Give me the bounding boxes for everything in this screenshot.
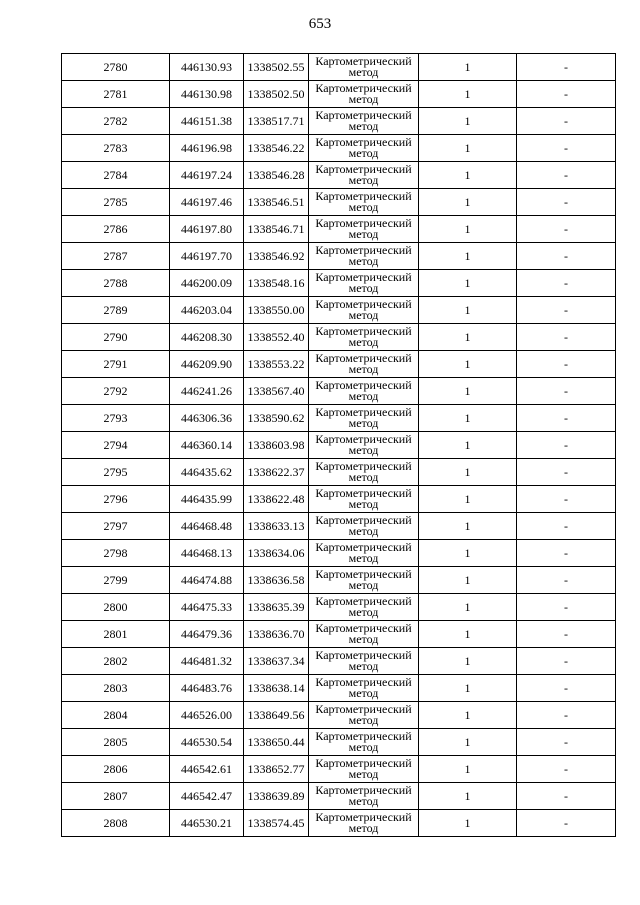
y-coordinate-cell: 1338553.22 bbox=[244, 351, 309, 378]
y-coordinate-cell: 1338502.50 bbox=[244, 81, 309, 108]
y-coordinate-cell: 1338622.48 bbox=[244, 486, 309, 513]
method-label-line2: метод bbox=[348, 740, 379, 754]
point-number-cell: 2791 bbox=[62, 351, 170, 378]
method-label-line2: метод bbox=[348, 416, 379, 430]
accuracy-cell: 1 bbox=[419, 324, 517, 351]
y-coordinate-cell: 1338637.34 bbox=[244, 648, 309, 675]
method-label-line1: Картометрический bbox=[315, 540, 412, 554]
y-coordinate-cell: 1338548.16 bbox=[244, 270, 309, 297]
accuracy-cell: 1 bbox=[419, 783, 517, 810]
x-coordinate-cell: 446435.99 bbox=[170, 486, 244, 513]
point-number-cell: 2806 bbox=[62, 756, 170, 783]
y-coordinate-cell: 1338546.92 bbox=[244, 243, 309, 270]
accuracy-cell: 1 bbox=[419, 135, 517, 162]
accuracy-cell: 1 bbox=[419, 729, 517, 756]
method-cell bbox=[309, 621, 419, 648]
table-row bbox=[62, 756, 616, 783]
y-coordinate-cell: 1338650.44 bbox=[244, 729, 309, 756]
method-cell bbox=[309, 108, 419, 135]
extra-cell: - bbox=[517, 702, 616, 729]
extra-cell: - bbox=[517, 243, 616, 270]
point-number-cell: 2785 bbox=[62, 189, 170, 216]
x-coordinate-cell: 446468.13 bbox=[170, 540, 244, 567]
point-number-cell: 2792 bbox=[62, 378, 170, 405]
accuracy-cell: 1 bbox=[419, 486, 517, 513]
table-row bbox=[62, 567, 616, 594]
accuracy-cell: 1 bbox=[419, 81, 517, 108]
accuracy-cell: 1 bbox=[419, 540, 517, 567]
x-coordinate-cell: 446481.32 bbox=[170, 648, 244, 675]
method-label-line2: метод bbox=[348, 65, 379, 79]
extra-cell: - bbox=[517, 405, 616, 432]
table-row bbox=[62, 243, 616, 270]
x-coordinate-cell: 446209.90 bbox=[170, 351, 244, 378]
extra-cell: - bbox=[517, 216, 616, 243]
x-coordinate-cell: 446203.04 bbox=[170, 297, 244, 324]
method-label-line1: Картометрический bbox=[315, 810, 412, 824]
extra-cell: - bbox=[517, 513, 616, 540]
point-number-cell: 2805 bbox=[62, 729, 170, 756]
method-label-line2: метод bbox=[348, 605, 379, 619]
accuracy-cell: 1 bbox=[419, 54, 517, 81]
method-label-line2: метод bbox=[348, 767, 379, 781]
point-number-cell: 2786 bbox=[62, 216, 170, 243]
accuracy-cell: 1 bbox=[419, 810, 517, 837]
y-coordinate-cell: 1338567.40 bbox=[244, 378, 309, 405]
point-number-cell: 2794 bbox=[62, 432, 170, 459]
method-label-line1: Картометрический bbox=[315, 648, 412, 662]
x-coordinate-cell: 446483.76 bbox=[170, 675, 244, 702]
table-row bbox=[62, 702, 616, 729]
x-coordinate-cell: 446475.33 bbox=[170, 594, 244, 621]
accuracy-cell: 1 bbox=[419, 621, 517, 648]
accuracy-cell: 1 bbox=[419, 108, 517, 135]
method-cell bbox=[309, 54, 419, 81]
method-cell bbox=[309, 189, 419, 216]
y-coordinate-cell: 1338552.40 bbox=[244, 324, 309, 351]
point-number-cell: 2790 bbox=[62, 324, 170, 351]
method-cell bbox=[309, 378, 419, 405]
y-coordinate-cell: 1338649.56 bbox=[244, 702, 309, 729]
method-cell bbox=[309, 729, 419, 756]
y-coordinate-cell: 1338546.22 bbox=[244, 135, 309, 162]
point-number-cell: 2804 bbox=[62, 702, 170, 729]
point-number-cell: 2783 bbox=[62, 135, 170, 162]
accuracy-cell: 1 bbox=[419, 567, 517, 594]
point-number-cell: 2784 bbox=[62, 162, 170, 189]
x-coordinate-cell: 446306.36 bbox=[170, 405, 244, 432]
method-cell bbox=[309, 459, 419, 486]
method-label-line2: метод bbox=[348, 227, 379, 241]
method-label-line2: метод bbox=[348, 632, 379, 646]
method-label-line2: метод bbox=[348, 821, 379, 835]
table-row bbox=[62, 378, 616, 405]
extra-cell: - bbox=[517, 648, 616, 675]
table-row bbox=[62, 810, 616, 837]
coordinates-table bbox=[61, 53, 616, 837]
point-number-cell: 2807 bbox=[62, 783, 170, 810]
method-label-line2: метод bbox=[348, 794, 379, 808]
x-coordinate-cell: 446200.09 bbox=[170, 270, 244, 297]
extra-cell: - bbox=[517, 54, 616, 81]
accuracy-cell: 1 bbox=[419, 432, 517, 459]
extra-cell: - bbox=[517, 108, 616, 135]
accuracy-cell: 1 bbox=[419, 378, 517, 405]
accuracy-cell: 1 bbox=[419, 243, 517, 270]
table-row bbox=[62, 189, 616, 216]
point-number-cell: 2787 bbox=[62, 243, 170, 270]
method-label-line1: Картометрический bbox=[315, 459, 412, 473]
extra-cell: - bbox=[517, 783, 616, 810]
point-number-cell: 2799 bbox=[62, 567, 170, 594]
extra-cell: - bbox=[517, 540, 616, 567]
method-label-line2: метод bbox=[348, 443, 379, 457]
table-row bbox=[62, 513, 616, 540]
extra-cell: - bbox=[517, 729, 616, 756]
method-cell bbox=[309, 324, 419, 351]
method-label-line2: метод bbox=[348, 119, 379, 133]
x-coordinate-cell: 446208.30 bbox=[170, 324, 244, 351]
y-coordinate-cell: 1338634.06 bbox=[244, 540, 309, 567]
x-coordinate-cell: 446530.21 bbox=[170, 810, 244, 837]
y-coordinate-cell: 1338574.45 bbox=[244, 810, 309, 837]
accuracy-cell: 1 bbox=[419, 297, 517, 324]
method-cell bbox=[309, 216, 419, 243]
x-coordinate-cell: 446360.14 bbox=[170, 432, 244, 459]
method-label-line2: метод bbox=[348, 92, 379, 106]
method-label-line1: Картометрический bbox=[315, 162, 412, 176]
extra-cell: - bbox=[517, 135, 616, 162]
method-label-line1: Картометрический bbox=[315, 621, 412, 635]
point-number-cell: 2788 bbox=[62, 270, 170, 297]
x-coordinate-cell: 446479.36 bbox=[170, 621, 244, 648]
x-coordinate-cell: 446151.38 bbox=[170, 108, 244, 135]
accuracy-cell: 1 bbox=[419, 594, 517, 621]
extra-cell: - bbox=[517, 486, 616, 513]
x-coordinate-cell: 446130.93 bbox=[170, 54, 244, 81]
point-number-cell: 2803 bbox=[62, 675, 170, 702]
extra-cell: - bbox=[517, 189, 616, 216]
method-label-line1: Картометрический bbox=[315, 216, 412, 230]
point-number-cell: 2782 bbox=[62, 108, 170, 135]
accuracy-cell: 1 bbox=[419, 405, 517, 432]
extra-cell: - bbox=[517, 324, 616, 351]
y-coordinate-cell: 1338652.77 bbox=[244, 756, 309, 783]
table-row bbox=[62, 108, 616, 135]
extra-cell: - bbox=[517, 270, 616, 297]
method-cell bbox=[309, 432, 419, 459]
table-row bbox=[62, 648, 616, 675]
method-cell bbox=[309, 783, 419, 810]
accuracy-cell: 1 bbox=[419, 270, 517, 297]
x-coordinate-cell: 446542.47 bbox=[170, 783, 244, 810]
point-number-cell: 2780 bbox=[62, 54, 170, 81]
extra-cell: - bbox=[517, 297, 616, 324]
method-label-line2: метод bbox=[348, 308, 379, 322]
table-row bbox=[62, 162, 616, 189]
method-cell bbox=[309, 594, 419, 621]
point-number-cell: 2795 bbox=[62, 459, 170, 486]
method-label-line1: Картометрический bbox=[315, 405, 412, 419]
point-number-cell: 2797 bbox=[62, 513, 170, 540]
method-label-line1: Картометрический bbox=[315, 729, 412, 743]
y-coordinate-cell: 1338550.00 bbox=[244, 297, 309, 324]
method-cell bbox=[309, 675, 419, 702]
extra-cell: - bbox=[517, 351, 616, 378]
extra-cell: - bbox=[517, 432, 616, 459]
method-label-line1: Картометрический bbox=[315, 675, 412, 689]
method-label-line1: Картометрический bbox=[315, 270, 412, 284]
method-label-line1: Картометрический bbox=[315, 324, 412, 338]
accuracy-cell: 1 bbox=[419, 648, 517, 675]
method-label-line1: Картометрический bbox=[315, 486, 412, 500]
method-label-line1: Картометрический bbox=[315, 351, 412, 365]
method-label-line2: метод bbox=[348, 281, 379, 295]
point-number-cell: 2802 bbox=[62, 648, 170, 675]
method-label-line1: Картометрический bbox=[315, 378, 412, 392]
point-number-cell: 2798 bbox=[62, 540, 170, 567]
point-number-cell: 2796 bbox=[62, 486, 170, 513]
table-row bbox=[62, 621, 616, 648]
method-label-line1: Картометрический bbox=[315, 513, 412, 527]
method-label-line2: метод bbox=[348, 578, 379, 592]
method-cell bbox=[309, 351, 419, 378]
method-label-line1: Картометрический bbox=[315, 783, 412, 797]
method-cell bbox=[309, 756, 419, 783]
table-row bbox=[62, 54, 616, 81]
table-row bbox=[62, 432, 616, 459]
method-label-line2: метод bbox=[348, 524, 379, 538]
table-row bbox=[62, 783, 616, 810]
table-row bbox=[62, 729, 616, 756]
method-cell bbox=[309, 513, 419, 540]
table-body bbox=[62, 54, 616, 837]
method-label-line2: метод bbox=[348, 254, 379, 268]
y-coordinate-cell: 1338638.14 bbox=[244, 675, 309, 702]
extra-cell: - bbox=[517, 594, 616, 621]
method-label-line1: Картометрический bbox=[315, 135, 412, 149]
method-label-line2: метод bbox=[348, 713, 379, 727]
table-row bbox=[62, 675, 616, 702]
point-number-cell: 2808 bbox=[62, 810, 170, 837]
method-cell bbox=[309, 405, 419, 432]
extra-cell: - bbox=[517, 378, 616, 405]
y-coordinate-cell: 1338635.39 bbox=[244, 594, 309, 621]
y-coordinate-cell: 1338603.98 bbox=[244, 432, 309, 459]
extra-cell: - bbox=[517, 81, 616, 108]
table-row bbox=[62, 351, 616, 378]
method-label-line2: метод bbox=[348, 362, 379, 376]
method-cell bbox=[309, 540, 419, 567]
x-coordinate-cell: 446197.46 bbox=[170, 189, 244, 216]
method-cell bbox=[309, 135, 419, 162]
method-label-line1: Картометрический bbox=[315, 108, 412, 122]
y-coordinate-cell: 1338502.55 bbox=[244, 54, 309, 81]
x-coordinate-cell: 446197.80 bbox=[170, 216, 244, 243]
point-number-cell: 2781 bbox=[62, 81, 170, 108]
method-cell bbox=[309, 81, 419, 108]
method-label-line2: метод bbox=[348, 389, 379, 403]
table-row bbox=[62, 486, 616, 513]
y-coordinate-cell: 1338546.28 bbox=[244, 162, 309, 189]
method-label-line1: Картометрический bbox=[315, 567, 412, 581]
y-coordinate-cell: 1338546.51 bbox=[244, 189, 309, 216]
y-coordinate-cell: 1338636.58 bbox=[244, 567, 309, 594]
x-coordinate-cell: 446468.48 bbox=[170, 513, 244, 540]
method-label-line1: Картометрический bbox=[315, 81, 412, 95]
method-label-line1: Картометрический bbox=[315, 297, 412, 311]
accuracy-cell: 1 bbox=[419, 702, 517, 729]
table-row bbox=[62, 540, 616, 567]
method-label-line2: метод bbox=[348, 146, 379, 160]
point-number-cell: 2793 bbox=[62, 405, 170, 432]
method-label-line2: метод bbox=[348, 686, 379, 700]
x-coordinate-cell: 446241.26 bbox=[170, 378, 244, 405]
extra-cell: - bbox=[517, 675, 616, 702]
method-label-line2: метод bbox=[348, 497, 379, 511]
x-coordinate-cell: 446542.61 bbox=[170, 756, 244, 783]
method-cell bbox=[309, 648, 419, 675]
method-label-line1: Картометрический bbox=[315, 702, 412, 716]
method-label-line1: Картометрический bbox=[315, 243, 412, 257]
table-row bbox=[62, 324, 616, 351]
accuracy-cell: 1 bbox=[419, 459, 517, 486]
extra-cell: - bbox=[517, 567, 616, 594]
method-label-line2: метод bbox=[348, 659, 379, 673]
accuracy-cell: 1 bbox=[419, 189, 517, 216]
page-number: 653 bbox=[308, 16, 332, 32]
point-number-cell: 2800 bbox=[62, 594, 170, 621]
method-label-line1: Картометрический bbox=[315, 189, 412, 203]
extra-cell: - bbox=[517, 459, 616, 486]
accuracy-cell: 1 bbox=[419, 162, 517, 189]
method-cell bbox=[309, 486, 419, 513]
table-row bbox=[62, 459, 616, 486]
x-coordinate-cell: 446526.00 bbox=[170, 702, 244, 729]
method-label-line2: метод bbox=[348, 335, 379, 349]
y-coordinate-cell: 1338633.13 bbox=[244, 513, 309, 540]
point-number-cell: 2789 bbox=[62, 297, 170, 324]
extra-cell: - bbox=[517, 756, 616, 783]
method-label-line1: Картометрический bbox=[315, 432, 412, 446]
accuracy-cell: 1 bbox=[419, 756, 517, 783]
method-label-line1: Картометрический bbox=[315, 756, 412, 770]
y-coordinate-cell: 1338639.89 bbox=[244, 783, 309, 810]
table-row bbox=[62, 405, 616, 432]
table-row bbox=[62, 297, 616, 324]
accuracy-cell: 1 bbox=[419, 675, 517, 702]
table-row bbox=[62, 270, 616, 297]
y-coordinate-cell: 1338590.62 bbox=[244, 405, 309, 432]
method-cell bbox=[309, 702, 419, 729]
x-coordinate-cell: 446474.88 bbox=[170, 567, 244, 594]
y-coordinate-cell: 1338622.37 bbox=[244, 459, 309, 486]
method-label-line1: Картометрический bbox=[315, 54, 412, 68]
y-coordinate-cell: 1338517.71 bbox=[244, 108, 309, 135]
accuracy-cell: 1 bbox=[419, 513, 517, 540]
table-row bbox=[62, 216, 616, 243]
method-cell bbox=[309, 162, 419, 189]
extra-cell: - bbox=[517, 810, 616, 837]
x-coordinate-cell: 446197.70 bbox=[170, 243, 244, 270]
method-label-line2: метод bbox=[348, 551, 379, 565]
x-coordinate-cell: 446435.62 bbox=[170, 459, 244, 486]
method-label-line2: метод bbox=[348, 470, 379, 484]
extra-cell: - bbox=[517, 621, 616, 648]
accuracy-cell: 1 bbox=[419, 216, 517, 243]
table-row bbox=[62, 594, 616, 621]
method-cell bbox=[309, 243, 419, 270]
x-coordinate-cell: 446196.98 bbox=[170, 135, 244, 162]
y-coordinate-cell: 1338636.70 bbox=[244, 621, 309, 648]
method-label-line1: Картометрический bbox=[315, 594, 412, 608]
method-cell bbox=[309, 270, 419, 297]
method-label-line2: метод bbox=[348, 200, 379, 214]
x-coordinate-cell: 446530.54 bbox=[170, 729, 244, 756]
x-coordinate-cell: 446197.24 bbox=[170, 162, 244, 189]
y-coordinate-cell: 1338546.71 bbox=[244, 216, 309, 243]
table-row bbox=[62, 135, 616, 162]
method-cell bbox=[309, 567, 419, 594]
point-number-cell: 2801 bbox=[62, 621, 170, 648]
x-coordinate-cell: 446130.98 bbox=[170, 81, 244, 108]
method-cell bbox=[309, 810, 419, 837]
method-cell bbox=[309, 297, 419, 324]
accuracy-cell: 1 bbox=[419, 351, 517, 378]
table-row bbox=[62, 81, 616, 108]
method-label-line2: метод bbox=[348, 173, 379, 187]
extra-cell: - bbox=[517, 162, 616, 189]
